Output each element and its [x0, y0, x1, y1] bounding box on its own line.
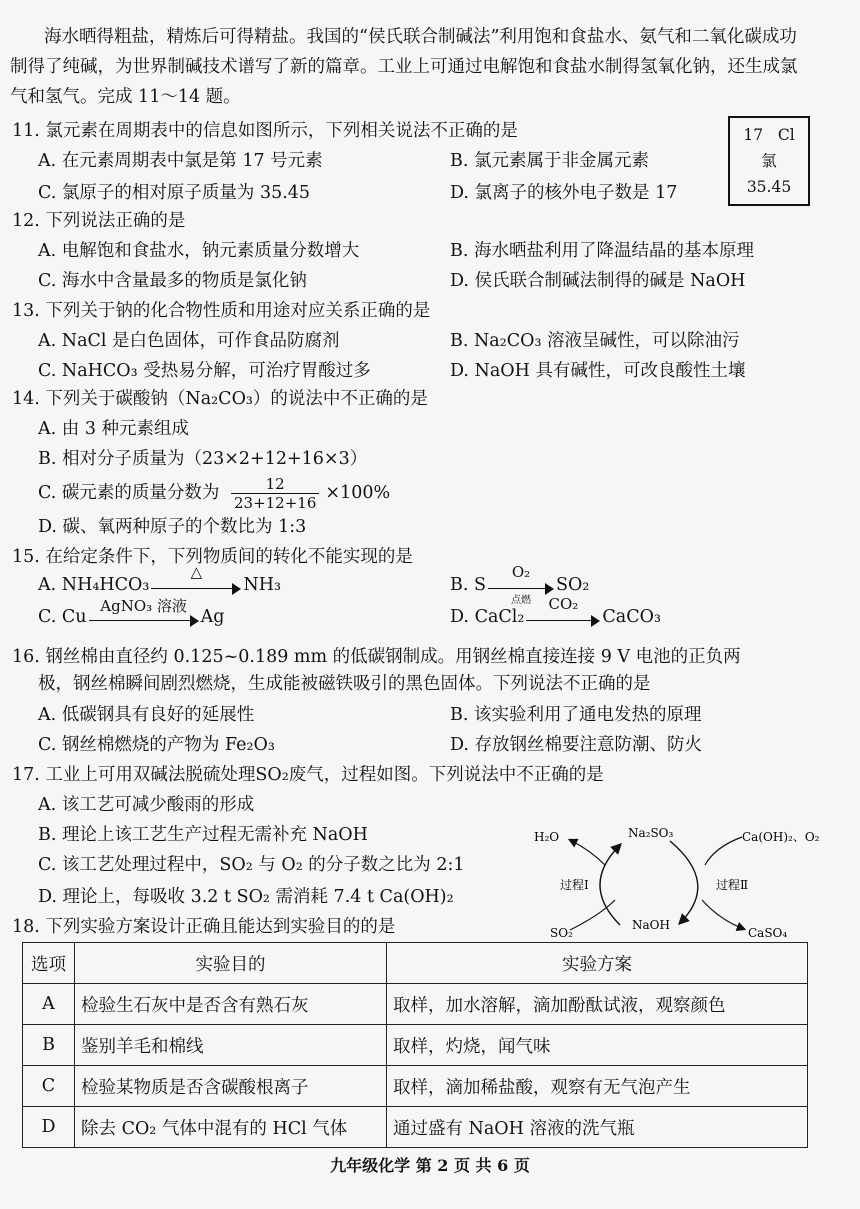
product: CaCO₃	[602, 607, 661, 627]
reactant: NH₄HCO₃	[61, 575, 150, 595]
question-stem: 下列说法正确的是	[45, 211, 186, 231]
question-18	[12, 913, 812, 938]
row-purpose: 检验生石灰中是否含有熟石灰	[75, 984, 387, 1025]
question-14	[12, 385, 812, 537]
option-d[interactable]: D. 理论上，每吸收 3.2 t SO₂ 需消耗 7.4 t Ca(OH)₂	[38, 887, 454, 907]
reaction-arrow	[488, 562, 554, 606]
option-d[interactable]: D. 碳、氧两种原子的个数比为 1:3	[38, 517, 307, 537]
fraction-numerator: 12	[231, 475, 319, 494]
option-a[interactable]: A. 在元素周期表中氯是第 17 号元素	[38, 151, 323, 171]
fraction-tail: ×100%	[325, 483, 391, 503]
option-b[interactable]: B. 该实验利用了通电发热的原理	[450, 705, 702, 725]
question-number: 13.	[12, 301, 40, 321]
reactant: Cu	[61, 607, 87, 627]
reaction-arrow	[526, 594, 600, 627]
question-13	[12, 297, 812, 381]
question-number: 18.	[12, 917, 40, 937]
reactant: CaCl₂	[474, 607, 525, 627]
question-number: 14.	[12, 389, 40, 409]
header-plan: 实验方案	[387, 943, 808, 984]
product: SO₂	[556, 575, 590, 595]
option-c[interactable]	[38, 475, 390, 512]
arrow-condition: O₂	[511, 562, 531, 581]
option-d[interactable]: D. 存放钢丝棉要注意防潮、防火	[450, 735, 703, 755]
naoh-label: NaOH	[632, 918, 670, 932]
row-purpose: 检验某物质是否含碳酸根离子	[75, 1066, 387, 1107]
atomic-mass: 35.45	[746, 178, 792, 196]
option-a[interactable]: A. 电解饱和食盐水，钠元素质量分数增大	[38, 241, 360, 261]
question-number: 12.	[12, 211, 40, 231]
option-c[interactable]: C. 海水中含量最多的物质是氯化钠	[38, 271, 307, 291]
so2-label: SO₂	[550, 926, 573, 940]
question-stem-line2: 极，钢丝棉瞬间剧烈燃烧，生成能被磁铁吸引的黑色固体。下列说法不正确的是	[38, 674, 651, 694]
process-2-label: 过程Ⅱ	[716, 878, 749, 892]
caoh2-in-arrow	[705, 837, 742, 865]
arrow-condition: △	[190, 562, 203, 581]
experiment-table	[22, 942, 808, 1148]
question-11	[12, 117, 812, 203]
option-a[interactable]: A. 低碳钢具有良好的延展性	[38, 705, 255, 725]
arrow-condition-below: 点燃	[511, 594, 532, 606]
row-option: A	[23, 984, 75, 1025]
element-name: 氯	[761, 152, 777, 170]
intro-paragraph	[10, 22, 810, 112]
option-b[interactable]: B. 氯元素属于非金属元素	[450, 151, 649, 171]
option-b[interactable]: B. Na₂CO₃ 溶液呈碱性，可以除油污	[450, 331, 740, 351]
question-number: 11.	[12, 121, 40, 141]
option-d[interactable]: D. CaCl₂ CO₂ CaCO₃	[450, 594, 661, 627]
option-a[interactable]: A. NH₄HCO₃ △ NH₃	[38, 562, 281, 595]
row-plan: 取样，灼烧，闻气味	[387, 1025, 808, 1066]
row-plan: 通过盛有 NaOH 溶液的洗气瓶	[387, 1107, 808, 1148]
caoh2-o2-label: Ca(OH)₂、O₂	[742, 830, 820, 844]
option-c-text: C. 碳元素的质量分数为	[38, 483, 220, 503]
table-row[interactable]	[23, 1025, 808, 1066]
table-header-row	[23, 943, 808, 984]
row-option: D	[23, 1107, 75, 1148]
h2o-out-arrow	[570, 840, 605, 865]
question-stem: 钢丝棉由直径约 0.125~0.189 mm 的低碳钢制成。用钢丝棉直接连接 9 V 电池的正负两	[45, 647, 741, 667]
option-c[interactable]: C. 氯原子的相对原子质量为 35.45	[38, 183, 311, 203]
option-d[interactable]: D. 氯离子的核外电子数是 17	[450, 183, 678, 203]
element-symbol: Cl	[777, 126, 795, 144]
option-a[interactable]: A. 该工艺可减少酸雨的形成	[38, 795, 255, 815]
option-c[interactable]: C. 钢丝棉燃烧的产物为 Fe₂O₃	[38, 735, 275, 755]
reaction-arrow	[151, 562, 241, 595]
question-15	[12, 543, 812, 627]
question-stem: 下列关于钠的化合物性质和用途对应关系正确的是	[45, 301, 431, 321]
option-a[interactable]: A. 由 3 种元素组成	[38, 419, 190, 439]
atomic-number: 17	[743, 126, 764, 144]
option-b[interactable]: B. 相对分子质量为（23×2+12+16×3）	[38, 449, 368, 469]
row-purpose: 鉴别羊毛和棉线	[75, 1025, 387, 1066]
option-a[interactable]: A. NaCl 是白色固体，可作食品防腐剂	[38, 331, 340, 351]
product: NH₃	[243, 575, 281, 595]
question-stem: 下列实验方案设计正确且能达到实验目的的是	[45, 917, 396, 937]
row-purpose: 除去 CO₂ 气体中混有的 HCl 气体	[75, 1107, 387, 1148]
question-12	[12, 207, 812, 291]
question-16	[12, 643, 812, 755]
option-d[interactable]: D. 侯氏联合制碱法制得的碱是 NaOH	[450, 271, 746, 291]
double-alkali-process-diagram	[520, 795, 840, 940]
option-b[interactable]: B. S O₂ 点燃 SO₂	[450, 562, 590, 606]
option-d[interactable]: D. NaOH 具有碱性，可改良酸性土壤	[450, 361, 746, 381]
header-purpose: 实验目的	[75, 943, 387, 984]
reactant: S	[474, 575, 487, 595]
question-stem: 在给定条件下，下列物质间的转化不能实现的是	[45, 547, 413, 567]
row-plan: 取样，滴加稀盐酸，观察有无气泡产生	[387, 1066, 808, 1107]
option-b[interactable]: B. 海水晒盐利用了降温结晶的基本原理	[450, 241, 754, 261]
header-option: 选项	[23, 943, 75, 984]
table-row[interactable]	[23, 984, 808, 1025]
option-c[interactable]: C. 该工艺处理过程中，SO₂ 与 O₂ 的分子数之比为 2:1	[38, 855, 465, 875]
fraction-denominator: 23+12+16	[233, 494, 317, 512]
mass-fraction	[231, 475, 319, 512]
product: Ag	[200, 607, 225, 627]
arrow-condition: AgNO₃ 溶液	[100, 596, 187, 615]
process-2-arrow	[670, 841, 698, 923]
question-stem: 氯元素在周期表中的信息如图所示，下列相关说法不正确的是	[45, 121, 518, 141]
option-b[interactable]: B. 理论上该工艺生产过程无需补充 NaOH	[38, 825, 368, 845]
question-number: 17.	[12, 765, 40, 785]
h2o-label: H₂O	[534, 830, 560, 844]
question-stem: 工业上可用双碱法脱硫处理SO₂废气，过程如图。下列说法中不正确的是	[45, 765, 604, 785]
question-stem: 下列关于碳酸钠（Na₂CO₃）的说法中不正确的是	[45, 389, 428, 409]
row-option: B	[23, 1025, 75, 1066]
caso4-label: CaSO₄	[748, 926, 788, 940]
intro-text: 海水晒得粗盐，精炼后可得精盐。我国的“侯氏联合制碱法”利用饱和食盐水、氨气和二氧化碳成功制得了纯碱，为世界制碱技术谱写了新的篇章。工业上可通过电解饱和食盐水制得氢氧化钠，还生成氯气和氢气。完成 11～14 题。	[10, 27, 798, 107]
option-c[interactable]: C. NaHCO₃ 受热易分解，可治疗胃酸过多	[38, 361, 371, 381]
na2so3-label: Na₂SO₃	[628, 826, 674, 840]
arrow-condition: CO₂	[548, 594, 579, 613]
option-c[interactable]: C. Cu AgNO₃ 溶液 Ag	[38, 596, 225, 627]
page-footer: 九年级化学 第 2 页 共 6 页	[330, 1156, 530, 1175]
question-number: 16.	[12, 647, 40, 667]
question-number: 15.	[12, 547, 40, 567]
row-option: C	[23, 1066, 75, 1107]
table-row[interactable]	[23, 1107, 808, 1148]
row-plan: 取样，加水溶解，滴加酚酞试液，观察颜色	[387, 984, 808, 1025]
process-1-label: 过程Ⅰ	[560, 878, 589, 892]
table-row[interactable]	[23, 1066, 808, 1107]
